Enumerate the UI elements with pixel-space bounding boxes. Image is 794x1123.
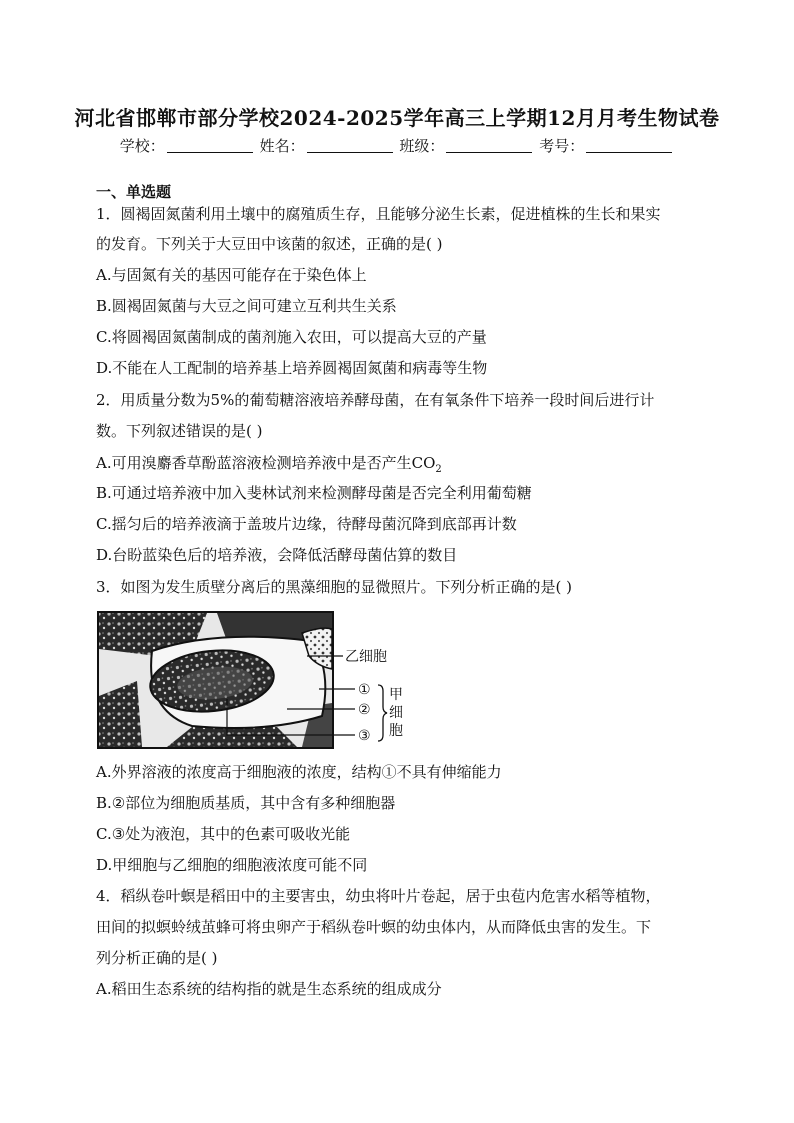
q3-option-b-text: 部位为细胞质基质，其中含有多种细胞器 — [125, 794, 396, 812]
q1-option-d: D.不能在人工配制的培养基上培养圆褐固氮菌和病毒等生物 — [96, 359, 488, 377]
label-yi-cell: 乙细胞 — [345, 649, 387, 665]
micrograph-svg — [97, 611, 417, 751]
q3-option-b — [96, 793, 706, 813]
q2-stem-line1: 2．用质量分数为5%的葡萄糖溶液培养酵母菌，在有氧条件下培养一段时间后进行计 — [96, 391, 655, 409]
exam-number-label: 考号： — [539, 137, 585, 155]
label-mark-3: ③ — [358, 728, 371, 744]
q3-stem: 3．如图为发生质壁分离后的黑藻细胞的显微照片。下列分析正确的是( ) — [96, 578, 573, 596]
q3-option-c-text: 处为液泡，其中的色素可吸收光能 — [125, 825, 351, 843]
q3-option-a — [96, 762, 706, 782]
student-info-row — [0, 135, 794, 156]
section-heading: 一、单选题 — [96, 183, 172, 201]
q4-option-a: A.稻田生态系统的结构指的就是生态系统的组成成分 — [96, 980, 442, 998]
name-label: 姓名： — [259, 137, 305, 155]
q3-option-c-mark: C.③ — [96, 825, 126, 843]
q3-option-a-rest: 不具有伸缩能力 — [396, 763, 502, 781]
class-label: 班级： — [399, 137, 445, 155]
q1-option-a: A.与固氮有关的基因可能存在于染色体上 — [96, 266, 367, 284]
q2-option-b: B.可通过培养液中加入斐林试剂来检测酵母菌是否完全利用葡萄糖 — [96, 484, 532, 502]
label-jia-3: 胞 — [389, 723, 403, 739]
q1-option-c: C.将圆褐固氮菌制成的菌剂施入农田，可以提高大豆的产量 — [96, 328, 487, 346]
brace — [378, 685, 387, 741]
q2-option-a-subscript: 2 — [435, 464, 442, 475]
q3-option-c — [96, 824, 706, 844]
q2-option-a-text: A.可用溴麝香草酚蓝溶液检测培养液中是否产生CO — [96, 454, 436, 472]
q2-option-a — [96, 453, 706, 480]
exam-title: 河北省邯郸市部分学校2024-2025学年高三上学期12月月考生物试卷 — [74, 106, 720, 130]
q4-stem-line1: 4．稻纵卷叶螟是稻田中的主要害虫，幼虫将叶片卷起，居于虫苞内危害水稻等植物， — [96, 887, 661, 905]
label-mark-1: ① — [358, 682, 371, 698]
q1-stem-line2: 的发育。下列关于大豆田中该菌的叙述，正确的是( ) — [96, 235, 443, 253]
q2-stem-line2: 数。下列叙述错误的是( ) — [96, 422, 263, 440]
q3-option-b-mark: B.② — [96, 794, 126, 812]
q1-option-b: B.圆褐固氮菌与大豆之间可建立互利共生关系 — [96, 297, 397, 315]
q4-stem-line2: 田间的拟螟蛉绒茧蜂可将虫卵产于稻纵卷叶螟的幼虫体内，从而降低虫害的发生。下 — [96, 918, 652, 936]
name-blank[interactable] — [307, 138, 393, 153]
q1-stem-line1: 1．圆褐固氮菌利用土壤中的腐殖质生存，且能够分泌生长素，促进植株的生长和果实 — [96, 205, 661, 223]
label-jia-2: 细 — [389, 705, 403, 721]
q3-option-a-text: A.外界溶液的浓度高于细胞液的浓度，结构 — [96, 763, 382, 781]
q4-stem-line3: 列分析正确的是( ) — [96, 949, 218, 967]
q3-option-d: D.甲细胞与乙细胞的细胞液浓度可能不同 — [96, 856, 368, 874]
q3-option-a-mark: ① — [381, 763, 397, 781]
school-blank[interactable] — [167, 138, 253, 153]
class-blank[interactable] — [446, 138, 532, 153]
q2-option-c: C.摇匀后的培养液滴于盖玻片边缘，待酵母菌沉降到底部再计数 — [96, 515, 517, 533]
label-mark-2: ② — [358, 702, 371, 718]
label-jia-1: 甲 — [389, 687, 403, 703]
q2-option-d: D.台盼蓝染色后的培养液，会降低活酵母菌估算的数目 — [96, 546, 458, 564]
q3-micrograph-figure — [97, 611, 417, 751]
school-label: 学校： — [119, 137, 165, 155]
exam-number-blank[interactable] — [586, 138, 672, 153]
